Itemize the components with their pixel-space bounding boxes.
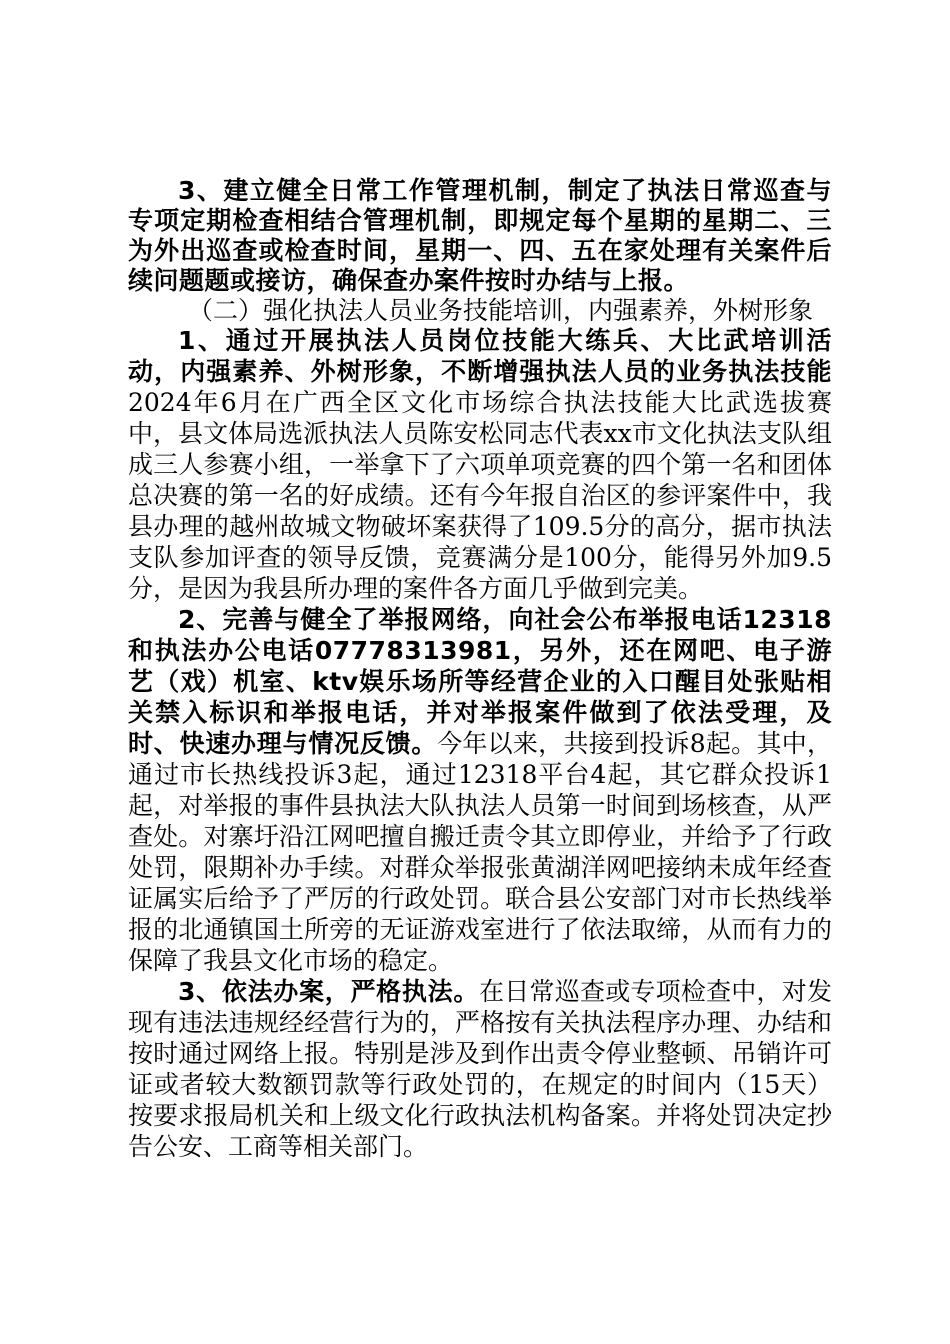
paragraph-enforcement-lead: 3、依法办案，严格执法。 bbox=[178, 977, 480, 1006]
paragraph-reporting-body: 今年以来，共接到投诉8起。其中，通过市长热线投诉3起，通过12318平台4起，其它群众投诉1起，对举报的事件县执法大队执法人员第一时间到场核查，从严查处。对寨圩沿江网吧擅自搬迁责令其立即停业，并给予了行政处罚，限期补办手续。对群众举报张黄湖洋网吧接纳未成年经查证属实后给予了严厉的行政处罚。联合县公安部门对市长热线举报的北通镇国土所旁的无证游戏室进行了依法取缔，从而有力的保障了我县文化市场的稳定。 bbox=[128, 729, 832, 975]
paragraph-training-lead: 1、通过开展执法人员岗位技能大练兵、大比武培训活动，内强素养、外树形象，不断增强执法人员的业务执法技能 bbox=[128, 326, 832, 386]
paragraph-enforcement-body: 在日常巡查或专项检查中，对发现有违法违规经经营行为的，严格按有关执法程序办理、办结和按时通过网络上报。特别是涉及到作出责令停业整顿、吊销许可证或者较大数额罚款等行政处罚的，在规定的时间内（15天）按要求报局机关和上级文化行政执法机构备案。并将处罚决定抄告公安、工商等相关部门。 bbox=[128, 977, 832, 1161]
paragraph-reporting-lead: 2、完善与健全了举报网络，向社会公布举报电话12318和执法办公电话07778313981，另外，还在网吧、电子游艺（戏）机室、ktv娱乐场所等经营企业的入口醒目处张贴相关禁入标识和举报电话，并对举报案件做到了依法受理，及时、快速办理与情况反馈。 bbox=[128, 605, 832, 758]
section-heading-training: （二）强化执法人员业务技能培训，内强素养，外树形象 bbox=[188, 296, 814, 325]
paragraph-mechanism: 3、建立健全日常工作管理机制，制定了执法日常巡查与专项定期检查相结合管理机制，即规定每个星期的星期二、三为外出巡查或检查时间，星期一、四、五在家处理有关案件后续问题题或接访，确保查办案件按时办结与上报。 bbox=[128, 176, 832, 295]
document-body bbox=[128, 176, 832, 1163]
paragraph-enforcement bbox=[128, 977, 832, 1163]
paragraph-training-body: 2024年6月在广西全区文化市场综合执法技能大比武选拔赛中，县文体局选派执法人员陈安松同志代表xx市文化执法支队组成三人参赛小组，一举拿下了六项单项竞赛的四个第一名和团体总决赛的第一名的好成绩。还有今年报自治区的参评案件中，我县办理的越州故城文物破坏案获得了109.5分的高分，据市执法支队参加评查的领导反馈，竞赛满分是100分，能得另外加9.5分，是因为我县所办理的案件各方面几乎做到完美。 bbox=[128, 388, 832, 603]
paragraph-training bbox=[128, 326, 832, 605]
paragraph-reporting bbox=[128, 605, 832, 977]
